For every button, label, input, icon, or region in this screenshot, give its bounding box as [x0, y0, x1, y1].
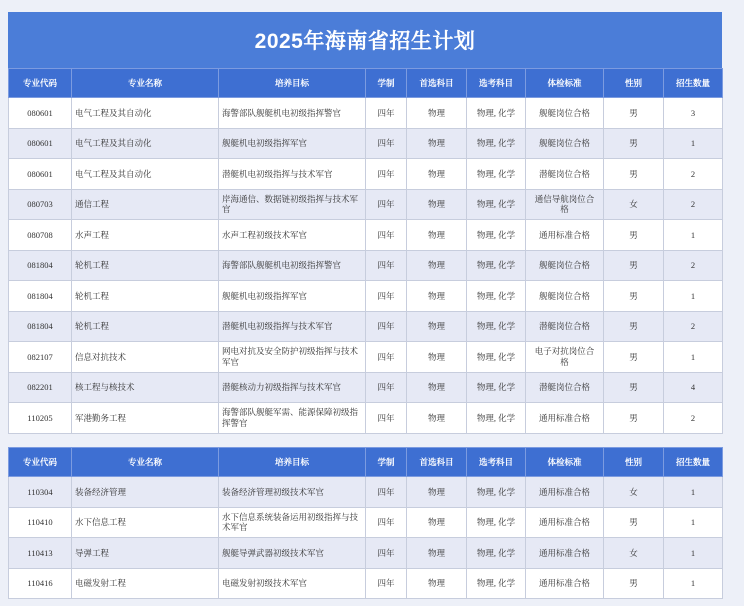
cell-major-name: 电磁发射工程 — [72, 568, 219, 599]
cell-duration: 四年 — [366, 220, 407, 251]
cell-physical-standard: 舰艇岗位合格 — [526, 281, 604, 312]
cell-training-goal: 舰艇机电初级指挥军官 — [219, 128, 366, 159]
cell-elective-subjects: 物理, 化学 — [467, 342, 526, 373]
table-row — [9, 372, 723, 403]
cell-enrollment-count: 3 — [664, 98, 723, 129]
table-row — [9, 342, 723, 373]
cell-major-code: 110416 — [9, 568, 72, 599]
cell-physical-standard: 潜艇岗位合格 — [526, 159, 604, 190]
cell-duration: 四年 — [366, 159, 407, 190]
cell-training-goal: 潜艇机电初级指挥与技术军官 — [219, 159, 366, 190]
header-gender: 性别 — [604, 69, 664, 98]
cell-elective-subjects: 物理, 化学 — [467, 403, 526, 434]
table-row — [9, 281, 723, 312]
cell-major-name: 轮机工程 — [72, 281, 219, 312]
cell-elective-subjects: 物理, 化学 — [467, 477, 526, 508]
cell-major-code: 110205 — [9, 403, 72, 434]
cell-elective-subjects: 物理, 化学 — [467, 189, 526, 220]
cell-training-goal: 潜艇核动力初级指挥与技术军官 — [219, 372, 366, 403]
table-row — [9, 159, 723, 190]
cell-gender: 女 — [604, 189, 664, 220]
cell-enrollment-count: 4 — [664, 372, 723, 403]
header-gender: 性别 — [604, 448, 664, 477]
cell-duration: 四年 — [366, 477, 407, 508]
cell-physical-standard: 通用标准合格 — [526, 220, 604, 251]
header-physical-standard: 体检标准 — [526, 448, 604, 477]
cell-physical-standard: 舰艇岗位合格 — [526, 128, 604, 159]
cell-elective-subjects: 物理, 化学 — [467, 159, 526, 190]
cell-duration: 四年 — [366, 128, 407, 159]
table-header-row — [9, 69, 723, 98]
cell-preferred-subject: 物理 — [407, 128, 467, 159]
cell-duration: 四年 — [366, 507, 407, 538]
cell-enrollment-count: 1 — [664, 342, 723, 373]
cell-physical-standard: 潜艇岗位合格 — [526, 372, 604, 403]
header-duration: 学制 — [366, 448, 407, 477]
cell-major-name: 装备经济管理 — [72, 477, 219, 508]
cell-major-name: 电气工程及其自动化 — [72, 159, 219, 190]
table-row — [9, 128, 723, 159]
cell-duration: 四年 — [366, 403, 407, 434]
cell-training-goal: 海警部队舰艇机电初级指挥警官 — [219, 250, 366, 281]
cell-gender: 女 — [604, 477, 664, 508]
cell-physical-standard: 潜艇岗位合格 — [526, 311, 604, 342]
cell-physical-standard: 通用标准合格 — [526, 568, 604, 599]
cell-training-goal: 舰艇机电初级指挥军官 — [219, 281, 366, 312]
cell-gender: 男 — [604, 159, 664, 190]
header-enrollment-count: 招生数量 — [664, 69, 723, 98]
header-preferred-subject: 首选科目 — [407, 448, 467, 477]
cell-preferred-subject: 物理 — [407, 342, 467, 373]
cell-duration: 四年 — [366, 311, 407, 342]
table-row — [9, 538, 723, 569]
header-preferred-subject: 首选科目 — [407, 69, 467, 98]
cell-major-name: 轮机工程 — [72, 311, 219, 342]
cell-preferred-subject: 物理 — [407, 250, 467, 281]
table-body — [9, 477, 723, 599]
cell-physical-standard: 通用标准合格 — [526, 507, 604, 538]
cell-physical-standard: 电子对抗岗位合格 — [526, 342, 604, 373]
cell-gender: 男 — [604, 403, 664, 434]
cell-major-name: 军港勤务工程 — [72, 403, 219, 434]
header-elective-subjects: 选考科目 — [467, 448, 526, 477]
cell-elective-subjects: 物理, 化学 — [467, 568, 526, 599]
cell-major-code: 081804 — [9, 281, 72, 312]
table-row — [9, 403, 723, 434]
cell-physical-standard: 舰艇岗位合格 — [526, 250, 604, 281]
cell-enrollment-count: 1 — [664, 538, 723, 569]
cell-major-name: 轮机工程 — [72, 250, 219, 281]
cell-enrollment-count: 1 — [664, 220, 723, 251]
cell-elective-subjects: 物理, 化学 — [467, 281, 526, 312]
cell-gender: 男 — [604, 372, 664, 403]
cell-gender: 男 — [604, 507, 664, 538]
enrollment-plan-document — [8, 12, 722, 599]
cell-major-name: 信息对抗技术 — [72, 342, 219, 373]
cell-major-code: 080601 — [9, 159, 72, 190]
cell-elective-subjects: 物理, 化学 — [467, 372, 526, 403]
header-enrollment-count: 招生数量 — [664, 448, 723, 477]
table-row — [9, 250, 723, 281]
cell-elective-subjects: 物理, 化学 — [467, 250, 526, 281]
cell-training-goal: 舰艇导弹武器初级技术军官 — [219, 538, 366, 569]
cell-enrollment-count: 2 — [664, 250, 723, 281]
table-row — [9, 477, 723, 508]
cell-preferred-subject: 物理 — [407, 507, 467, 538]
cell-duration: 四年 — [366, 372, 407, 403]
cell-enrollment-count: 2 — [664, 311, 723, 342]
cell-physical-standard: 舰艇岗位合格 — [526, 98, 604, 129]
cell-preferred-subject: 物理 — [407, 403, 467, 434]
cell-training-goal: 水声工程初级技术军官 — [219, 220, 366, 251]
cell-training-goal: 电磁发射初级技术军官 — [219, 568, 366, 599]
header-major-name: 专业名称 — [72, 448, 219, 477]
cell-preferred-subject: 物理 — [407, 98, 467, 129]
cell-physical-standard: 通用标准合格 — [526, 538, 604, 569]
cell-major-code: 080601 — [9, 128, 72, 159]
cell-duration: 四年 — [366, 342, 407, 373]
cell-preferred-subject: 物理 — [407, 538, 467, 569]
table-row — [9, 507, 723, 538]
cell-gender: 女 — [604, 538, 664, 569]
cell-preferred-subject: 物理 — [407, 477, 467, 508]
cell-gender: 男 — [604, 128, 664, 159]
header-training-goal: 培养目标 — [219, 69, 366, 98]
cell-gender: 男 — [604, 568, 664, 599]
cell-enrollment-count: 1 — [664, 477, 723, 508]
cell-duration: 四年 — [366, 250, 407, 281]
cell-major-name: 水下信息工程 — [72, 507, 219, 538]
cell-duration: 四年 — [366, 281, 407, 312]
cell-elective-subjects: 物理, 化学 — [467, 311, 526, 342]
cell-training-goal: 海警部队舰艇军需、能源保障初级指挥警官 — [219, 403, 366, 434]
enrollment-table-1 — [8, 68, 723, 434]
cell-preferred-subject: 物理 — [407, 220, 467, 251]
page-title: 2025年海南省招生计划 — [8, 12, 722, 68]
cell-major-code: 081804 — [9, 250, 72, 281]
cell-gender: 男 — [604, 311, 664, 342]
cell-gender: 男 — [604, 342, 664, 373]
header-major-code: 专业代码 — [9, 69, 72, 98]
table-row — [9, 311, 723, 342]
cell-preferred-subject: 物理 — [407, 311, 467, 342]
cell-major-code: 080708 — [9, 220, 72, 251]
cell-major-code: 080601 — [9, 98, 72, 129]
header-duration: 学制 — [366, 69, 407, 98]
header-elective-subjects: 选考科目 — [467, 69, 526, 98]
cell-major-name: 核工程与核技术 — [72, 372, 219, 403]
cell-major-code: 110410 — [9, 507, 72, 538]
cell-major-name: 水声工程 — [72, 220, 219, 251]
table-row — [9, 220, 723, 251]
cell-enrollment-count: 2 — [664, 403, 723, 434]
header-training-goal: 培养目标 — [219, 448, 366, 477]
table-row — [9, 189, 723, 220]
cell-enrollment-count: 1 — [664, 568, 723, 599]
table-row — [9, 568, 723, 599]
cell-major-name: 电气工程及其自动化 — [72, 98, 219, 129]
cell-physical-standard: 通用标准合格 — [526, 477, 604, 508]
cell-major-code: 110304 — [9, 477, 72, 508]
enrollment-table-2 — [8, 447, 723, 599]
cell-enrollment-count: 1 — [664, 507, 723, 538]
table-body — [9, 98, 723, 434]
cell-major-code: 110413 — [9, 538, 72, 569]
cell-training-goal: 岸海通信、数据链初级指挥与技术军官 — [219, 189, 366, 220]
cell-major-name: 导弹工程 — [72, 538, 219, 569]
cell-major-name: 电气工程及其自动化 — [72, 128, 219, 159]
table-header-row — [9, 448, 723, 477]
cell-enrollment-count: 2 — [664, 159, 723, 190]
cell-enrollment-count: 1 — [664, 281, 723, 312]
cell-training-goal: 海警部队舰艇机电初级指挥警官 — [219, 98, 366, 129]
cell-major-code: 082107 — [9, 342, 72, 373]
cell-training-goal: 潜艇机电初级指挥与技术军官 — [219, 311, 366, 342]
cell-elective-subjects: 物理, 化学 — [467, 98, 526, 129]
cell-major-name: 通信工程 — [72, 189, 219, 220]
cell-gender: 男 — [604, 220, 664, 251]
cell-training-goal: 水下信息系统装备运用初级指挥与技术军官 — [219, 507, 366, 538]
cell-duration: 四年 — [366, 568, 407, 599]
cell-major-code: 081804 — [9, 311, 72, 342]
cell-enrollment-count: 1 — [664, 128, 723, 159]
header-major-code: 专业代码 — [9, 448, 72, 477]
table-gap — [8, 434, 722, 448]
cell-duration: 四年 — [366, 98, 407, 129]
cell-physical-standard: 通用标准合格 — [526, 403, 604, 434]
cell-duration: 四年 — [366, 189, 407, 220]
cell-duration: 四年 — [366, 538, 407, 569]
cell-training-goal: 装备经济管理初级技术军官 — [219, 477, 366, 508]
cell-elective-subjects: 物理, 化学 — [467, 507, 526, 538]
cell-gender: 男 — [604, 281, 664, 312]
cell-preferred-subject: 物理 — [407, 568, 467, 599]
cell-enrollment-count: 2 — [664, 189, 723, 220]
table-row — [9, 98, 723, 129]
cell-training-goal: 网电对抗及安全防护初级指挥与技术军官 — [219, 342, 366, 373]
cell-elective-subjects: 物理, 化学 — [467, 220, 526, 251]
cell-major-code: 080703 — [9, 189, 72, 220]
cell-physical-standard: 通信导航岗位合格 — [526, 189, 604, 220]
cell-elective-subjects: 物理, 化学 — [467, 538, 526, 569]
cell-gender: 男 — [604, 250, 664, 281]
cell-major-code: 082201 — [9, 372, 72, 403]
cell-preferred-subject: 物理 — [407, 372, 467, 403]
cell-preferred-subject: 物理 — [407, 189, 467, 220]
cell-preferred-subject: 物理 — [407, 281, 467, 312]
cell-gender: 男 — [604, 98, 664, 129]
header-major-name: 专业名称 — [72, 69, 219, 98]
cell-preferred-subject: 物理 — [407, 159, 467, 190]
cell-elective-subjects: 物理, 化学 — [467, 128, 526, 159]
header-physical-standard: 体检标准 — [526, 69, 604, 98]
